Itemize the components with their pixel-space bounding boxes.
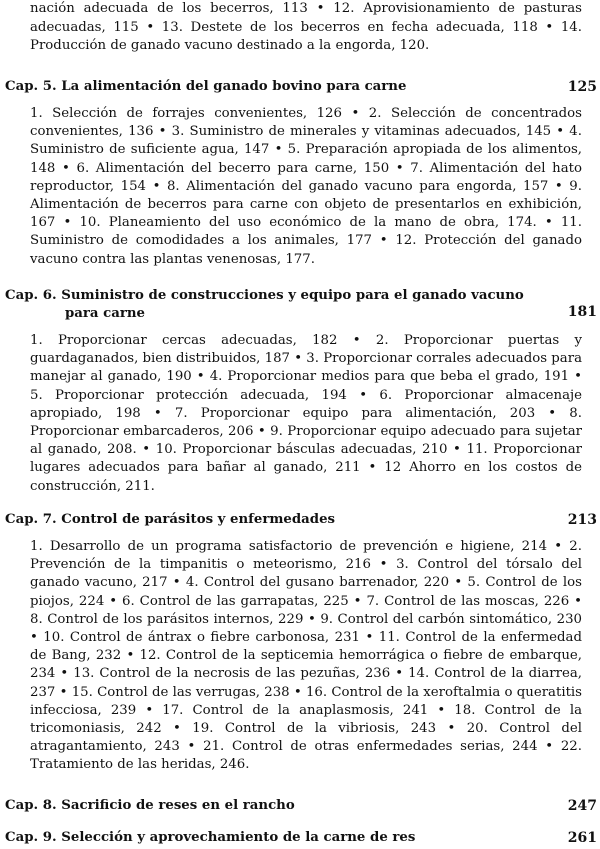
chapter-label: Cap. 5. — [5, 79, 57, 94]
chapter-contents: 1. Desarrollo de un programa satisfactorio de prevención e higiene, 214 • 2. Prevención de la timpanitis o meteorismo, 216 • 3. Control del tórsalo del ganado vacuno, 217 • 4. Control del gusano barrenador, 220 • 5. Control de los piojos, 224 • 6. Control de las garrapatas, 225 • 7. Control de las moscas, 226 • 8. Control de los parásitos internos, 229 • 9. Control del carbón sintomático, 230 • 10. Control de ántrax o fiebre carbonosa, 231 • 11. Control de la enfermedad de Bang, 232 • 12. Control de la septicemia hemorrágica o fiebre de embarque, 234 • 13. Control de la necrosis de las pezuñas, 236 • 14. Control de la diarrea, 237 • 15. Control de las verrugas, 238 • 16. Control de la xeroftalmia o queratitis infecciosa, 239 • 17. Control de la anaplasmosis, 241 • 18. Control de la tricomoniasis, 242 • 19. Control de la vibriosis, 243 • 20. Control del atragantamiento, 243 • 21. Control de otras enfermedades serias, 244 • 22. Tratamiento de las heridas, 246. — [30, 539, 582, 773]
chapter-page-number: 247 — [567, 798, 597, 814]
chapter-page-number: 125 — [567, 79, 597, 95]
chapter-title: La alimentación del ganado bovino para carne — [61, 79, 407, 94]
chapter-9 — [0, 829, 600, 847]
chapter-page-number: 213 — [567, 512, 597, 528]
chapter-contents: 1. Selección de forrajes convenientes, 126 • 2. Selección de concentrados convenientes, 136 • 3. Suministro de minerales y vitaminas adecuados, 145 • 4. Suministro de suficiente agua, 147 • 5. Preparación apropiada de los alimentos, 148 • 6. Alimentación del becerro para carne, 150 • 7. Alimentación del hato reproductor, 154 • 8. Alimentación del ganado vacuno para engorda, 157 • 9. Alimentación de becerros para carne con objeto de presentarlos en exhibición, 167 • 10. Planeamiento del uso económico de la mano de obra, 174. • 11. Suministro de comodidades a los animales, 177 • 12. Protección del ganado vacuno contra las plantas venenosas, 177. — [30, 106, 582, 267]
chapter-label: Cap. 6. — [5, 288, 57, 303]
chapter-5 — [0, 78, 600, 269]
intro-paragraph: nación adecuada de los becerros, 113 • 12. Aprovisionamiento de pasturas adecuadas, 115 • 13. Destete de los becerros en fecha adecuada, 118 • 14. Producción de ganado vacuno destinado a la engorda, 120. — [30, 1, 582, 53]
chapter-label: Cap. 8. — [5, 798, 57, 813]
chapter-title: Sacrificio de reses en el rancho — [61, 798, 295, 813]
chapter-title: Selección y aprovechamiento de la carne de res — [61, 830, 416, 845]
chapter-page-number: 261 — [567, 830, 597, 846]
chapter-heading[interactable] — [0, 287, 600, 323]
chapter-heading[interactable] — [0, 511, 600, 529]
chapter-title: Control de parásitos y enfermedades — [61, 512, 336, 527]
chapter-title-continuation: para carne — [65, 306, 146, 321]
chapter-title: Suministro de construcciones y equipo para el ganado vacuno — [61, 288, 524, 303]
chapter-heading[interactable] — [0, 78, 600, 96]
chapter-label: Cap. 9. — [5, 830, 57, 845]
chapter-contents: 1. Proporcionar cercas adecuadas, 182 • 2. Proporcionar puertas y guardaganados, bien distribuidos, 187 • 3. Proporcionar corrales adecuados para manejar al ganado, 190 • 4. Proporcionar medios para que beba el grado, 191 • 5. Proporcionar protección adecuada, 194 • 6. Proporcionar almacenaje apropiado, 198 • 7. Proporcionar equipo para alimentación, 203 • 8. Proporcionar embarcaderos, 206 • 9. Proporcionar equipo adecuado para sujetar al ganado, 208. • 10. Proporcionar básculas adecuadas, 210 • 11. Proporcionar lugares adecuados para bañar al ganado, 211 • 12 Ahorro en los costos de construcción, 211. — [30, 333, 582, 494]
chapter-page-number: 181 — [567, 304, 597, 320]
chapter-6 — [0, 287, 600, 496]
chapter-7 — [0, 511, 600, 775]
chapter-label: Cap. 7. — [5, 512, 57, 527]
chapter-8 — [0, 797, 600, 815]
chapter-heading[interactable] — [0, 829, 600, 847]
chapter-heading[interactable] — [0, 797, 600, 815]
